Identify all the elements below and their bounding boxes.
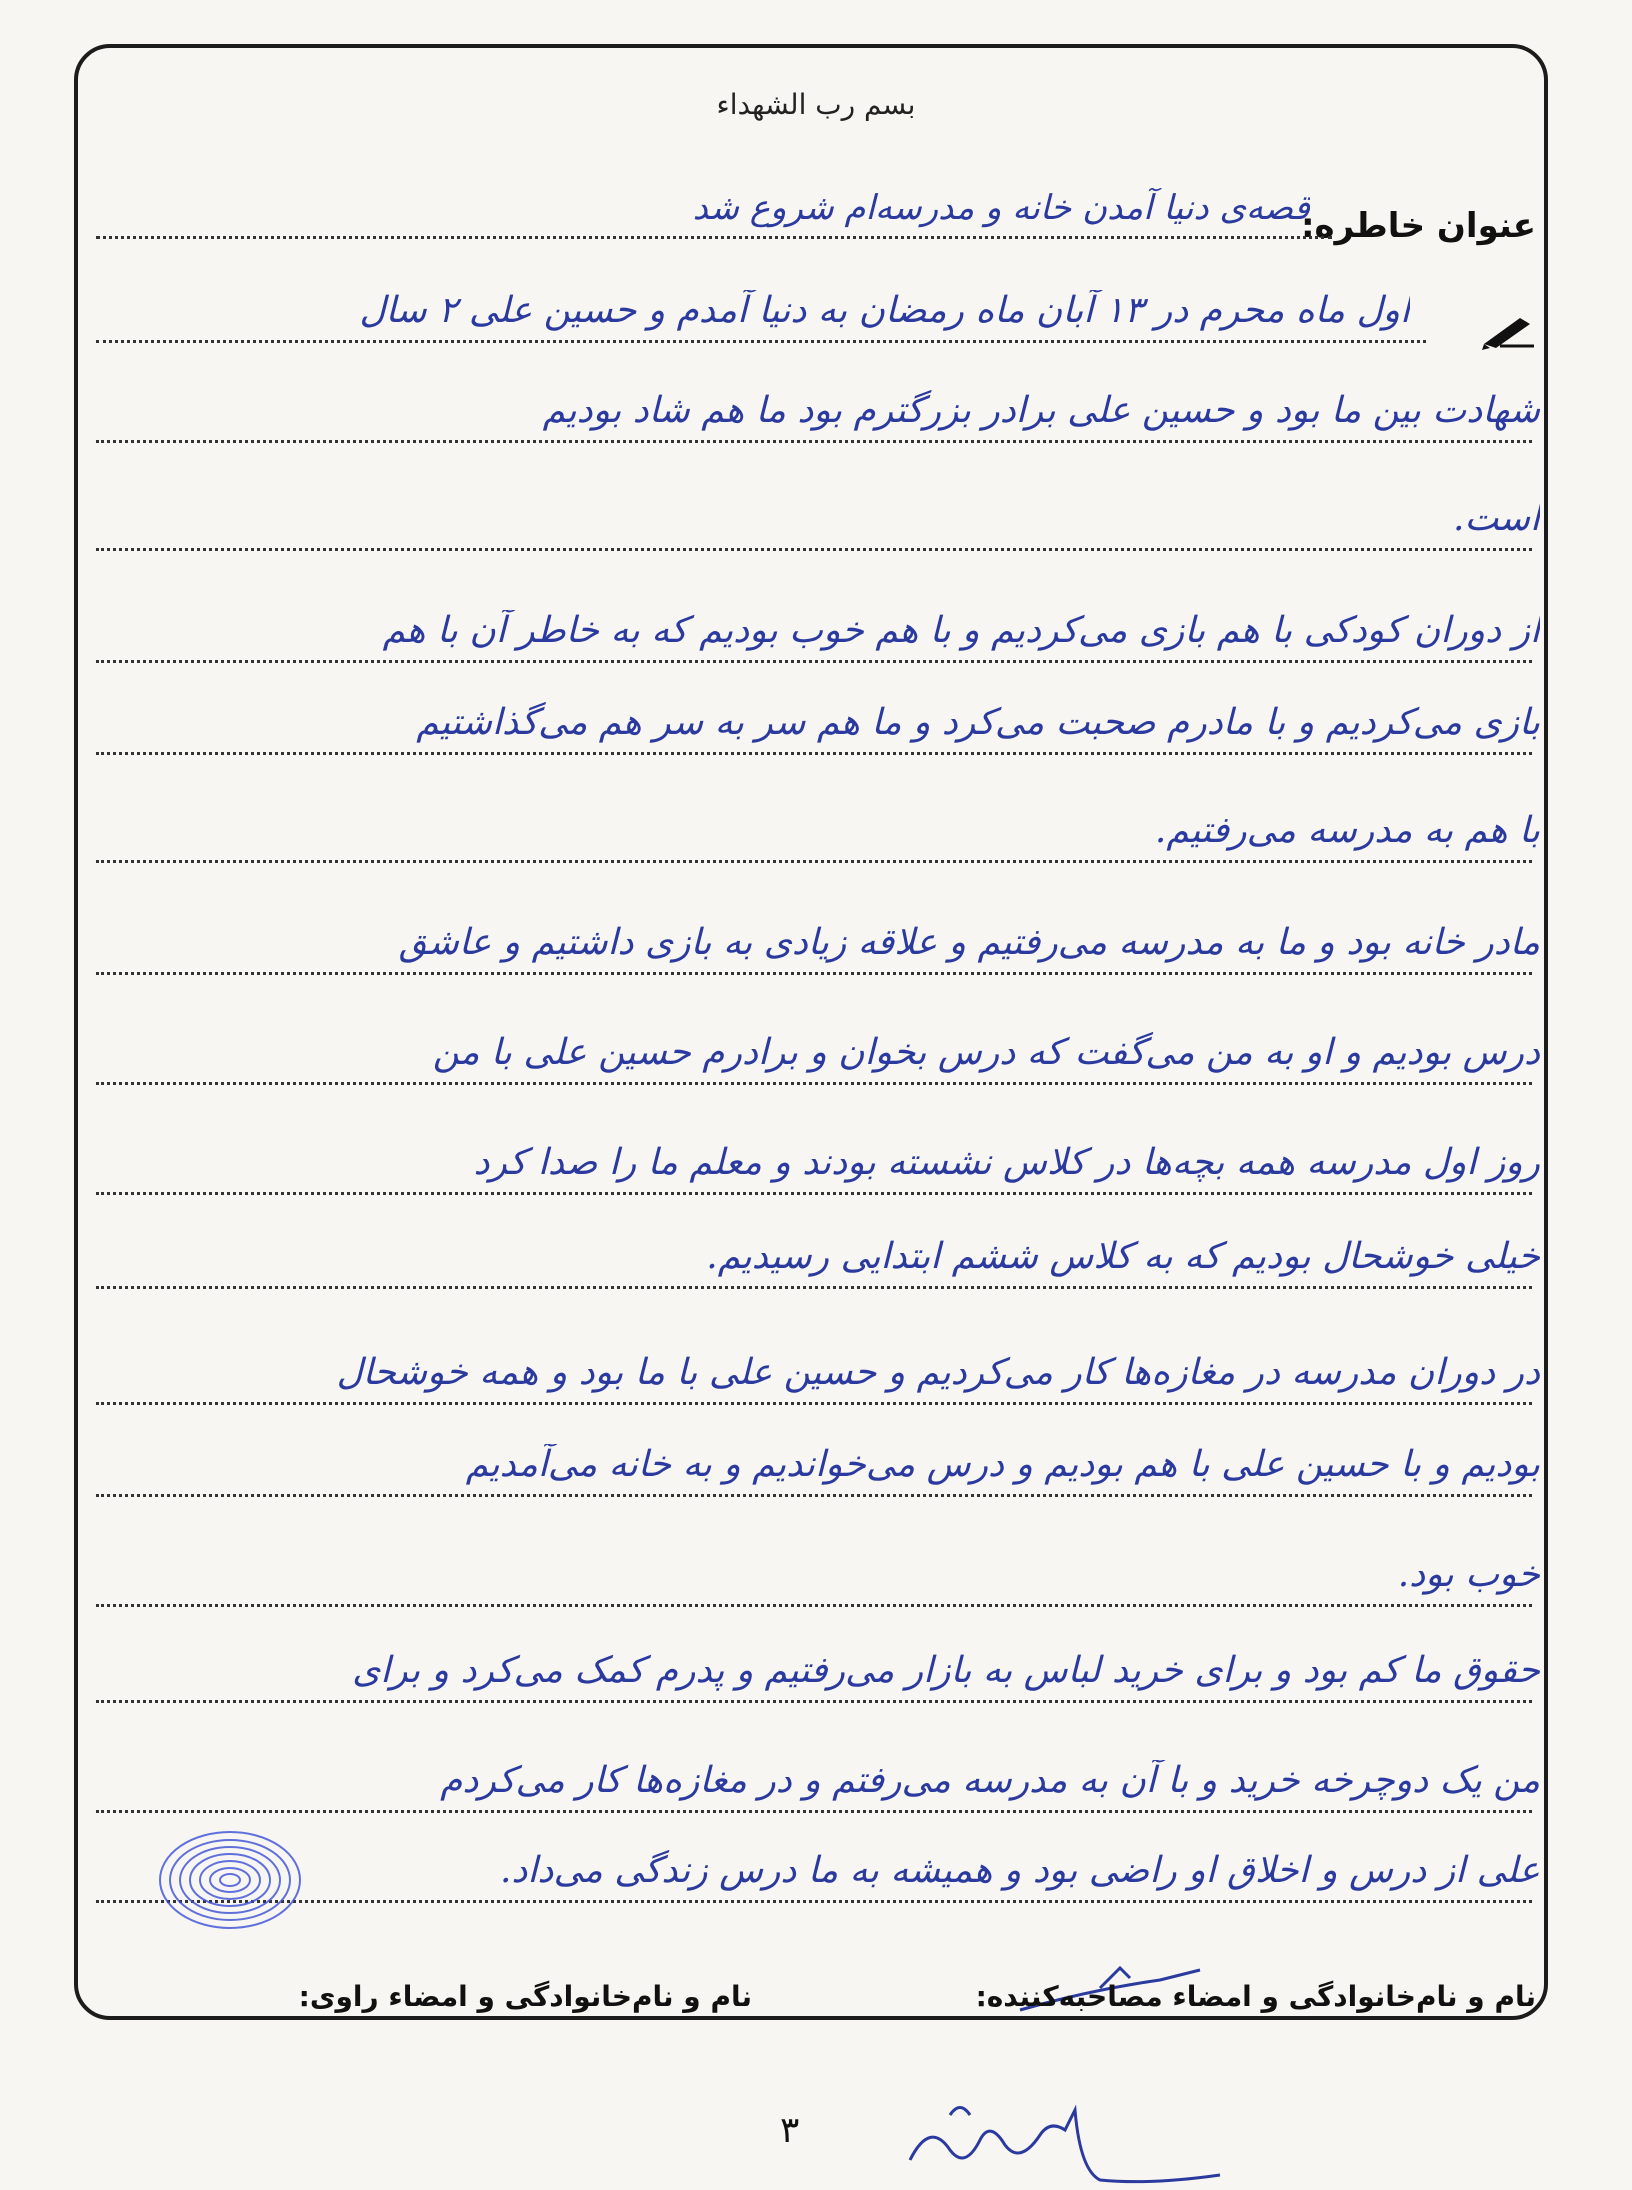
dotted-line	[96, 1700, 1532, 1703]
handwritten-line: است.	[1453, 498, 1540, 539]
dotted-line	[96, 1192, 1532, 1195]
dotted-line	[96, 1286, 1532, 1289]
handwritten-line: بودیم و با حسین علی با هم بودیم و درس می‌خواندیم و به خانه می‌آمدیم	[465, 1444, 1540, 1485]
page-number: ۳	[780, 2110, 800, 2151]
memory-title-label: عنوان خاطره:	[1300, 206, 1536, 246]
dotted-line	[96, 1082, 1532, 1085]
handwritten-line: حقوق ما کم بود و برای خرید لباس به بازار می‌رفتیم و پدرم کمک می‌کرد و برای	[352, 1650, 1540, 1691]
narrator-signature-label: نام و نام‌خانوادگی و امضاء راوی:	[298, 1980, 752, 2013]
handwritten-line: خیلی خوشحال بودیم که به کلاس ششم ابتدایی رسیدیم.	[706, 1236, 1540, 1277]
dotted-line	[96, 1402, 1532, 1405]
memory-title-value: قصه‌ی دنیا آمدن خانه و مدرسه‌ام شروع شد	[692, 188, 1310, 228]
dotted-line	[96, 440, 1532, 443]
handwritten-line: با هم به مدرسه می‌رفتیم.	[1154, 810, 1540, 851]
dotted-line	[96, 340, 1426, 343]
dotted-line	[96, 1810, 1532, 1813]
dotted-line	[96, 1494, 1532, 1497]
signature-mark	[890, 2080, 1250, 2190]
handwritten-line: خوب بود.	[1397, 1554, 1540, 1595]
handwritten-line: من یک دوچرخه خرید و با آن به مدرسه می‌رفتم و در مغازه‌ها کار می‌کردم	[440, 1760, 1540, 1801]
handwritten-line: شهادت بین ما بود و حسین علی برادر بزرگترم بود ما هم شاد بودیم	[542, 390, 1540, 431]
handwritten-line: در دوران مدرسه در مغازه‌ها کار می‌کردیم و حسین علی با ما بود و همه خوشحال	[336, 1352, 1540, 1393]
dotted-line	[96, 548, 1532, 551]
title-dotted-line	[96, 236, 1332, 239]
dotted-line	[96, 1900, 1532, 1903]
fingerprint-mark	[150, 1820, 310, 1940]
handwritten-line: علی از درس و اخلاق او راضی بود و همیشه به ما درس زندگی می‌داد.	[499, 1850, 1540, 1891]
interviewer-signature-label: نام و نام‌خانوادگی و امضاء مصاحبه‌کننده:	[975, 1980, 1536, 2013]
handwritten-line: روز اول مدرسه همه بچه‌ها در کلاس نشسته بودند و معلم ما را صدا کرد	[473, 1142, 1540, 1183]
dotted-line	[96, 860, 1532, 863]
dotted-line	[96, 660, 1532, 663]
handwritten-line: اول ماه محرم در ۱۳ آبان ماه رمضان به دنیا آمدم و حسین علی ۲ سال	[359, 290, 1410, 331]
dotted-line	[96, 972, 1532, 975]
handwritten-line: بازی می‌کردیم و با مادرم صحبت می‌کرد و ما هم سر به سر هم می‌گذاشتیم	[416, 702, 1540, 743]
handwritten-line: از دوران کودکی با هم بازی می‌کردیم و با هم خوب بودیم که به خاطر آن با هم	[382, 610, 1540, 651]
handwritten-line: مادر خانه بود و ما به مدرسه می‌رفتیم و علاقه زیادی به بازی داشتیم و عاشق	[398, 922, 1540, 963]
pen-icon	[1480, 310, 1536, 350]
dotted-line	[96, 752, 1532, 755]
page-header-title: بسم رب الشهداء	[716, 88, 916, 121]
dotted-line	[96, 1604, 1532, 1607]
handwritten-line: درس بودیم و او به من می‌گفت که درس بخوان و برادرم حسین علی با من	[432, 1032, 1540, 1073]
